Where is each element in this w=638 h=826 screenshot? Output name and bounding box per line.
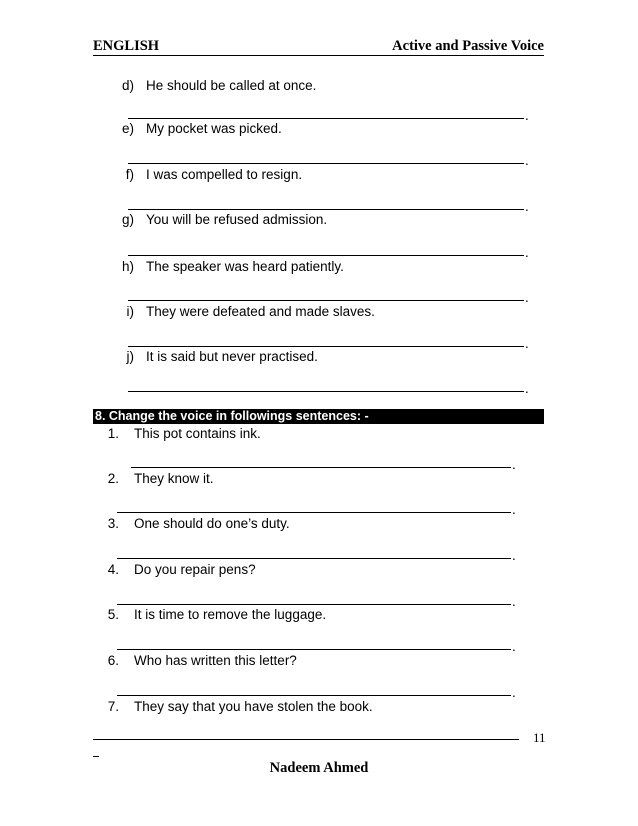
question-text: They were defeated and made slaves. [146, 304, 375, 319]
answer-period: . [512, 685, 516, 700]
question-label: j) [126, 349, 134, 364]
answer-line[interactable] [128, 300, 524, 301]
answer-line[interactable] [117, 695, 511, 696]
answer-period: . [512, 502, 516, 517]
footer-rule [93, 739, 519, 740]
question-label: g) [121, 212, 134, 227]
question-label: h) [121, 259, 134, 274]
question-text: Do you repair pens? [134, 562, 256, 577]
question-label: 3. [107, 516, 119, 531]
question-text: This pot contains ink. [134, 426, 261, 441]
question-label: 5. [107, 607, 119, 622]
answer-line[interactable] [128, 163, 524, 164]
page-header [93, 38, 544, 57]
answer-period: . [512, 639, 516, 654]
answer-period: . [525, 108, 529, 123]
answer-line[interactable] [128, 118, 524, 119]
question-label: 1. [107, 426, 119, 441]
question-text: It is said but never practised. [146, 349, 318, 364]
answer-period: . [525, 290, 529, 305]
answer-period: . [525, 381, 529, 396]
question-label: 4. [107, 562, 119, 577]
answer-line[interactable] [117, 604, 511, 605]
question-text: One should do one’s duty. [134, 516, 290, 531]
question-text: My pocket was picked. [146, 121, 282, 136]
answer-period: . [512, 548, 516, 563]
question-label: f) [125, 167, 134, 182]
question-text: You will be refused admission. [146, 212, 328, 227]
question-text: They know it. [134, 471, 214, 486]
question-label: 7. [107, 699, 119, 714]
question-label: 6. [107, 653, 119, 668]
answer-line[interactable] [117, 649, 511, 650]
question-text: They say that you have stolen the book. [134, 699, 373, 714]
answer-period: . [525, 336, 529, 351]
header-rule [93, 55, 544, 56]
question-text: He should be called at once. [146, 78, 317, 93]
question-text: I was compelled to resign. [146, 167, 303, 182]
question-label: d) [121, 78, 134, 93]
answer-line[interactable] [128, 255, 524, 256]
answer-period: . [512, 457, 516, 472]
footer-rule-tail [93, 756, 99, 757]
question-label: e) [121, 121, 134, 136]
answer-period: . [525, 245, 529, 260]
header-topic: Active and Passive Voice [392, 38, 544, 54]
answer-line[interactable] [117, 558, 511, 559]
answer-line[interactable] [128, 346, 524, 347]
question-text: The speaker was heard patiently. [146, 259, 344, 274]
header-subject: ENGLISH [93, 38, 160, 54]
question-label: 2. [107, 471, 119, 486]
footer-author: Nadeem Ahmed [269, 760, 369, 776]
answer-line[interactable] [131, 467, 511, 468]
page-number: 11 [533, 730, 546, 745]
section-heading [93, 409, 544, 424]
answer-line[interactable] [128, 391, 524, 392]
answer-period: . [512, 594, 516, 609]
answer-line[interactable] [128, 209, 524, 210]
answer-line[interactable] [117, 512, 511, 513]
question-text: It is time to remove the luggage. [134, 607, 327, 622]
question-text: Who has written this letter? [134, 653, 297, 668]
question-label: i) [126, 304, 134, 319]
answer-period: . [525, 153, 529, 168]
section-title: 8. Change the voice in followings sentences: - [95, 409, 369, 423]
answer-period: . [525, 199, 529, 214]
